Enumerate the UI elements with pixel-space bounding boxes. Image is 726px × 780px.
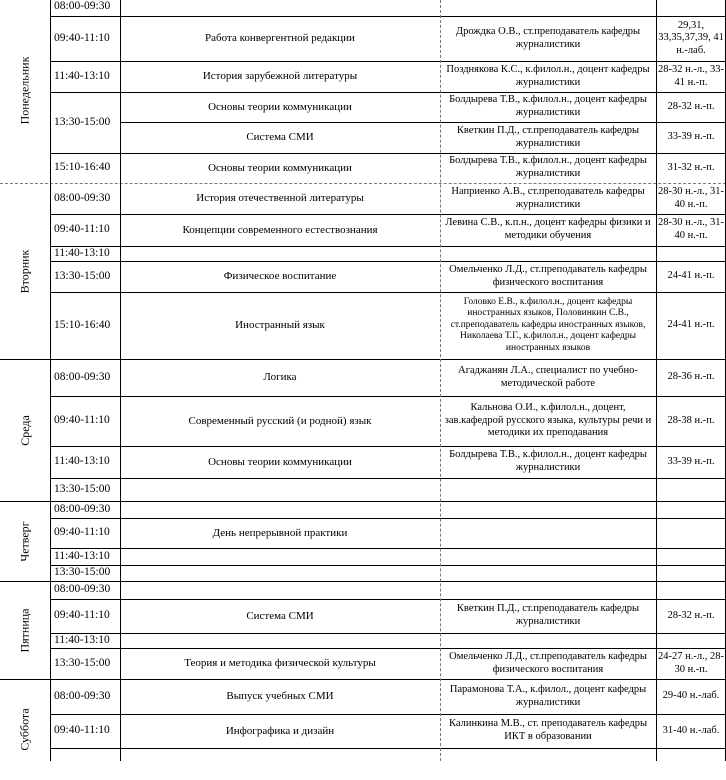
- row-divider: [50, 478, 726, 479]
- subject-cell: Физическое воспитание: [223, 270, 337, 283]
- teacher-cell: Дрождка О.В., ст.преподаватель кафедры журналистики: [455, 25, 641, 50]
- time-cell: 11:40-13:10: [54, 549, 110, 562]
- weeks-cell: 31-32 н.-п.: [667, 161, 715, 173]
- subject-cell: Система СМИ: [246, 131, 314, 144]
- day-name: Понедельник: [17, 56, 32, 125]
- teacher-cell: [440, 581, 656, 599]
- subject-cell: [120, 0, 440, 16]
- row-divider: [50, 153, 726, 154]
- weeks-cell: [656, 0, 726, 16]
- time-cell: 11:40-13:10: [54, 633, 110, 646]
- time-cell: 13:30-15:00: [54, 566, 111, 579]
- row-divider: [50, 261, 726, 262]
- weeks-cell: 28-32 н.-л., 33-41 н.-п.: [658, 63, 724, 88]
- teacher-cell: Омельченко Л.Д., ст.преподаватель кафедры физического воспитания: [449, 263, 647, 288]
- subject-cell: [120, 501, 440, 518]
- row-divider: [50, 565, 726, 566]
- subject-cell: [120, 748, 440, 780]
- teacher-cell: Кальнова О.И., к.филол.н., доцент, зав.кафедрой русского языка, культуры речи и методики их преподавания: [444, 402, 652, 439]
- column-divider: [120, 0, 121, 761]
- day-label: [0, 0, 50, 183]
- row-divider: [120, 122, 726, 123]
- time-cell: 13:30-15:00: [54, 482, 111, 495]
- weeks-cell: [656, 478, 726, 501]
- time-cell: [50, 748, 120, 780]
- time-cell: 09:40-11:10: [54, 414, 110, 427]
- teacher-cell: Болдырева Т.В., к.филол.н., доцент кафедры журналистики: [449, 155, 647, 179]
- time-cell: 11:40-13:10: [54, 455, 110, 468]
- weeks-cell: 28-32 н.-п.: [667, 100, 715, 112]
- subject-cell: Теория и методика физической культуры: [184, 657, 376, 670]
- subject-cell: Выпуск учебных СМИ: [226, 690, 334, 703]
- teacher-cell: [440, 518, 656, 548]
- subject-cell: Основы теории коммуникации: [208, 161, 352, 174]
- subject-cell: Концепции современного естествознания: [182, 223, 378, 236]
- time-cell: 11:40-13:10: [54, 246, 110, 259]
- teacher-cell: Болдырева Т.В., к.филол.н., доцент кафедры журналистики: [449, 94, 647, 118]
- day-label: [0, 501, 50, 581]
- teacher-cell: [440, 478, 656, 501]
- column-divider: [440, 0, 441, 761]
- subject-cell: Инфографика и дизайн: [225, 724, 335, 737]
- weeks-cell: 28-30 н.-л., 31-40 н.-п.: [658, 217, 724, 241]
- subject-cell: Основы теории коммуникации: [208, 100, 352, 113]
- time-cell: 08:00-09:30: [54, 689, 111, 702]
- weeks-cell: 24-41 н.-п.: [667, 319, 715, 331]
- row-divider: [50, 633, 726, 634]
- teacher-cell: Левина С.В., к.п.н., доцент кафедры физики и методики обучения: [445, 217, 651, 241]
- time-cell: 15:10-16:40: [54, 161, 111, 174]
- time-cell: 09:40-11:10: [54, 31, 110, 44]
- teacher-cell: [440, 0, 656, 16]
- teacher-cell: Болдырева Т.В., к.филол.н., доцент кафедры журналистики: [449, 449, 647, 473]
- subject-cell: Работа конвергентной редакции: [205, 32, 355, 45]
- day-label: [0, 581, 50, 679]
- time-cell: 09:40-11:10: [54, 223, 110, 236]
- subject-cell: Основы теории коммуникации: [208, 455, 352, 468]
- weeks-cell: 33-39 н.-п.: [667, 131, 715, 143]
- time-cell: 13:30-15:00: [54, 656, 111, 669]
- row-divider: [50, 446, 726, 447]
- day-name: Пятница: [17, 607, 32, 653]
- day-name: Четверг: [17, 520, 32, 562]
- teacher-cell: Позднякова К.С., к.филол.н., доцент кафедры журналистики: [446, 63, 650, 88]
- row-divider: [0, 501, 726, 502]
- subject-cell: [120, 548, 440, 565]
- row-divider: [50, 396, 726, 397]
- teacher-cell: Калинкина М.В., ст. преподаватель кафедры ИКТ в образовании: [448, 718, 648, 742]
- row-divider: [50, 246, 726, 247]
- row-divider: [0, 679, 726, 680]
- weeks-cell: [656, 633, 726, 648]
- row-divider: [50, 518, 726, 519]
- row-divider: [50, 714, 726, 715]
- teacher-cell: [440, 748, 656, 780]
- teacher-cell: Агаджанян Л.А., специалист по учебно-методической работе: [458, 364, 638, 389]
- weeks-cell: [656, 581, 726, 599]
- row-divider: [50, 748, 726, 749]
- teacher-cell: [440, 246, 656, 261]
- row-divider: [50, 599, 726, 600]
- weeks-cell: [656, 565, 726, 581]
- row-divider: [0, 359, 726, 360]
- time-cell: 08:00-09:30: [54, 191, 111, 204]
- teacher-cell: Головко Е.В., к.филол.н., доцент кафедры иностранных языков, Половинкин С.В., ст.преподаватель кафедры иностранных языков, Николаева Т.Г., к.филол.н., доцент кафедры иностранных языков: [450, 297, 646, 353]
- weeks-cell: 31-40 н.-лаб.: [662, 724, 720, 736]
- weeks-cell: 28-38 н.-п.: [667, 414, 715, 426]
- day-label: [0, 679, 50, 780]
- subject-cell: [120, 478, 440, 501]
- day-name: Среда: [17, 414, 32, 446]
- weeks-cell: [656, 548, 726, 565]
- subject-cell: Современный русский (и родной) язык: [188, 414, 372, 427]
- subject-cell: История отечественной литературы: [196, 192, 364, 205]
- subject-cell: Иностранный язык: [235, 319, 325, 332]
- time-cell: 15:10-16:40: [54, 318, 111, 331]
- time-cell: 09:40-11:10: [54, 724, 110, 737]
- time-cell: 13:30-15:00: [54, 115, 111, 128]
- day-name: Суббота: [17, 708, 32, 751]
- subject-cell: [120, 246, 440, 261]
- weeks-cell: 29,31, 33,35,37,39, 41 н.-лаб.: [658, 19, 724, 56]
- subject-cell: История зарубежной литературы: [202, 70, 358, 83]
- row-divider: [0, 581, 726, 582]
- teacher-cell: Кветкин П.Д., ст.преподаватель кафедры журналистики: [456, 603, 640, 627]
- subject-cell: Логика: [263, 371, 297, 384]
- row-divider: [50, 61, 726, 62]
- weeks-cell: 28-36 н.-п.: [667, 371, 715, 383]
- weeks-cell: 24-41 н.-п.: [667, 270, 715, 282]
- weeks-cell: 29-40 н.-лаб.: [662, 690, 720, 702]
- row-divider: [50, 92, 726, 93]
- weeks-cell: 28-30 н.-л., 31-40 н.-п.: [658, 185, 724, 210]
- row-divider: [50, 16, 726, 17]
- row-divider: [50, 548, 726, 549]
- weeks-cell: 33-39 н.-п.: [667, 455, 715, 467]
- time-cell: 11:40-13:10: [54, 69, 110, 82]
- teacher-cell: Наприенко А.В., ст.преподаватель кафедры журналистики: [451, 185, 645, 210]
- time-cell: 08:00-09:30: [54, 583, 111, 596]
- weeks-cell: [656, 518, 726, 548]
- teacher-cell: [440, 548, 656, 565]
- column-divider: [656, 0, 657, 761]
- day-label: [0, 359, 50, 501]
- time-cell: 08:00-09:30: [54, 0, 111, 13]
- weeks-cell: 28-32 н.-п.: [667, 609, 715, 621]
- teacher-cell: Омельченко Л.Д., ст.преподаватель кафедры физического воспитания: [449, 650, 647, 675]
- weeks-cell: [656, 748, 726, 780]
- weeks-cell: [656, 246, 726, 261]
- day-label: [0, 183, 50, 359]
- subject-cell: [120, 633, 440, 648]
- column-divider: [50, 0, 51, 761]
- teacher-cell: [440, 501, 656, 518]
- teacher-cell: [440, 633, 656, 648]
- row-divider: [50, 648, 726, 649]
- day-name: Вторник: [17, 249, 32, 293]
- teacher-cell: Парамонова Т.А., к.филол., доцент кафедры журналистики: [449, 683, 647, 708]
- time-cell: 08:00-09:30: [54, 502, 111, 515]
- teacher-cell: [440, 565, 656, 581]
- weeks-cell: [656, 501, 726, 518]
- time-cell: 13:30-15:00: [54, 269, 111, 282]
- weeks-cell: 24-27 н.-л., 28-30 н.-п.: [658, 650, 724, 675]
- row-divider: [50, 292, 726, 293]
- row-divider: [50, 214, 726, 215]
- subject-cell: [120, 581, 440, 599]
- teacher-cell: Кветкин П.Д., ст.преподаватель кафедры журналистики: [456, 124, 640, 149]
- time-cell: 08:00-09:30: [54, 370, 111, 383]
- time-cell: 09:40-11:10: [54, 526, 110, 539]
- subject-cell: [120, 565, 440, 581]
- row-divider: [0, 183, 726, 184]
- subject-cell: Система СМИ: [246, 609, 314, 622]
- subject-cell: День непрерывной практики: [212, 526, 348, 539]
- time-cell: 09:40-11:10: [54, 609, 110, 622]
